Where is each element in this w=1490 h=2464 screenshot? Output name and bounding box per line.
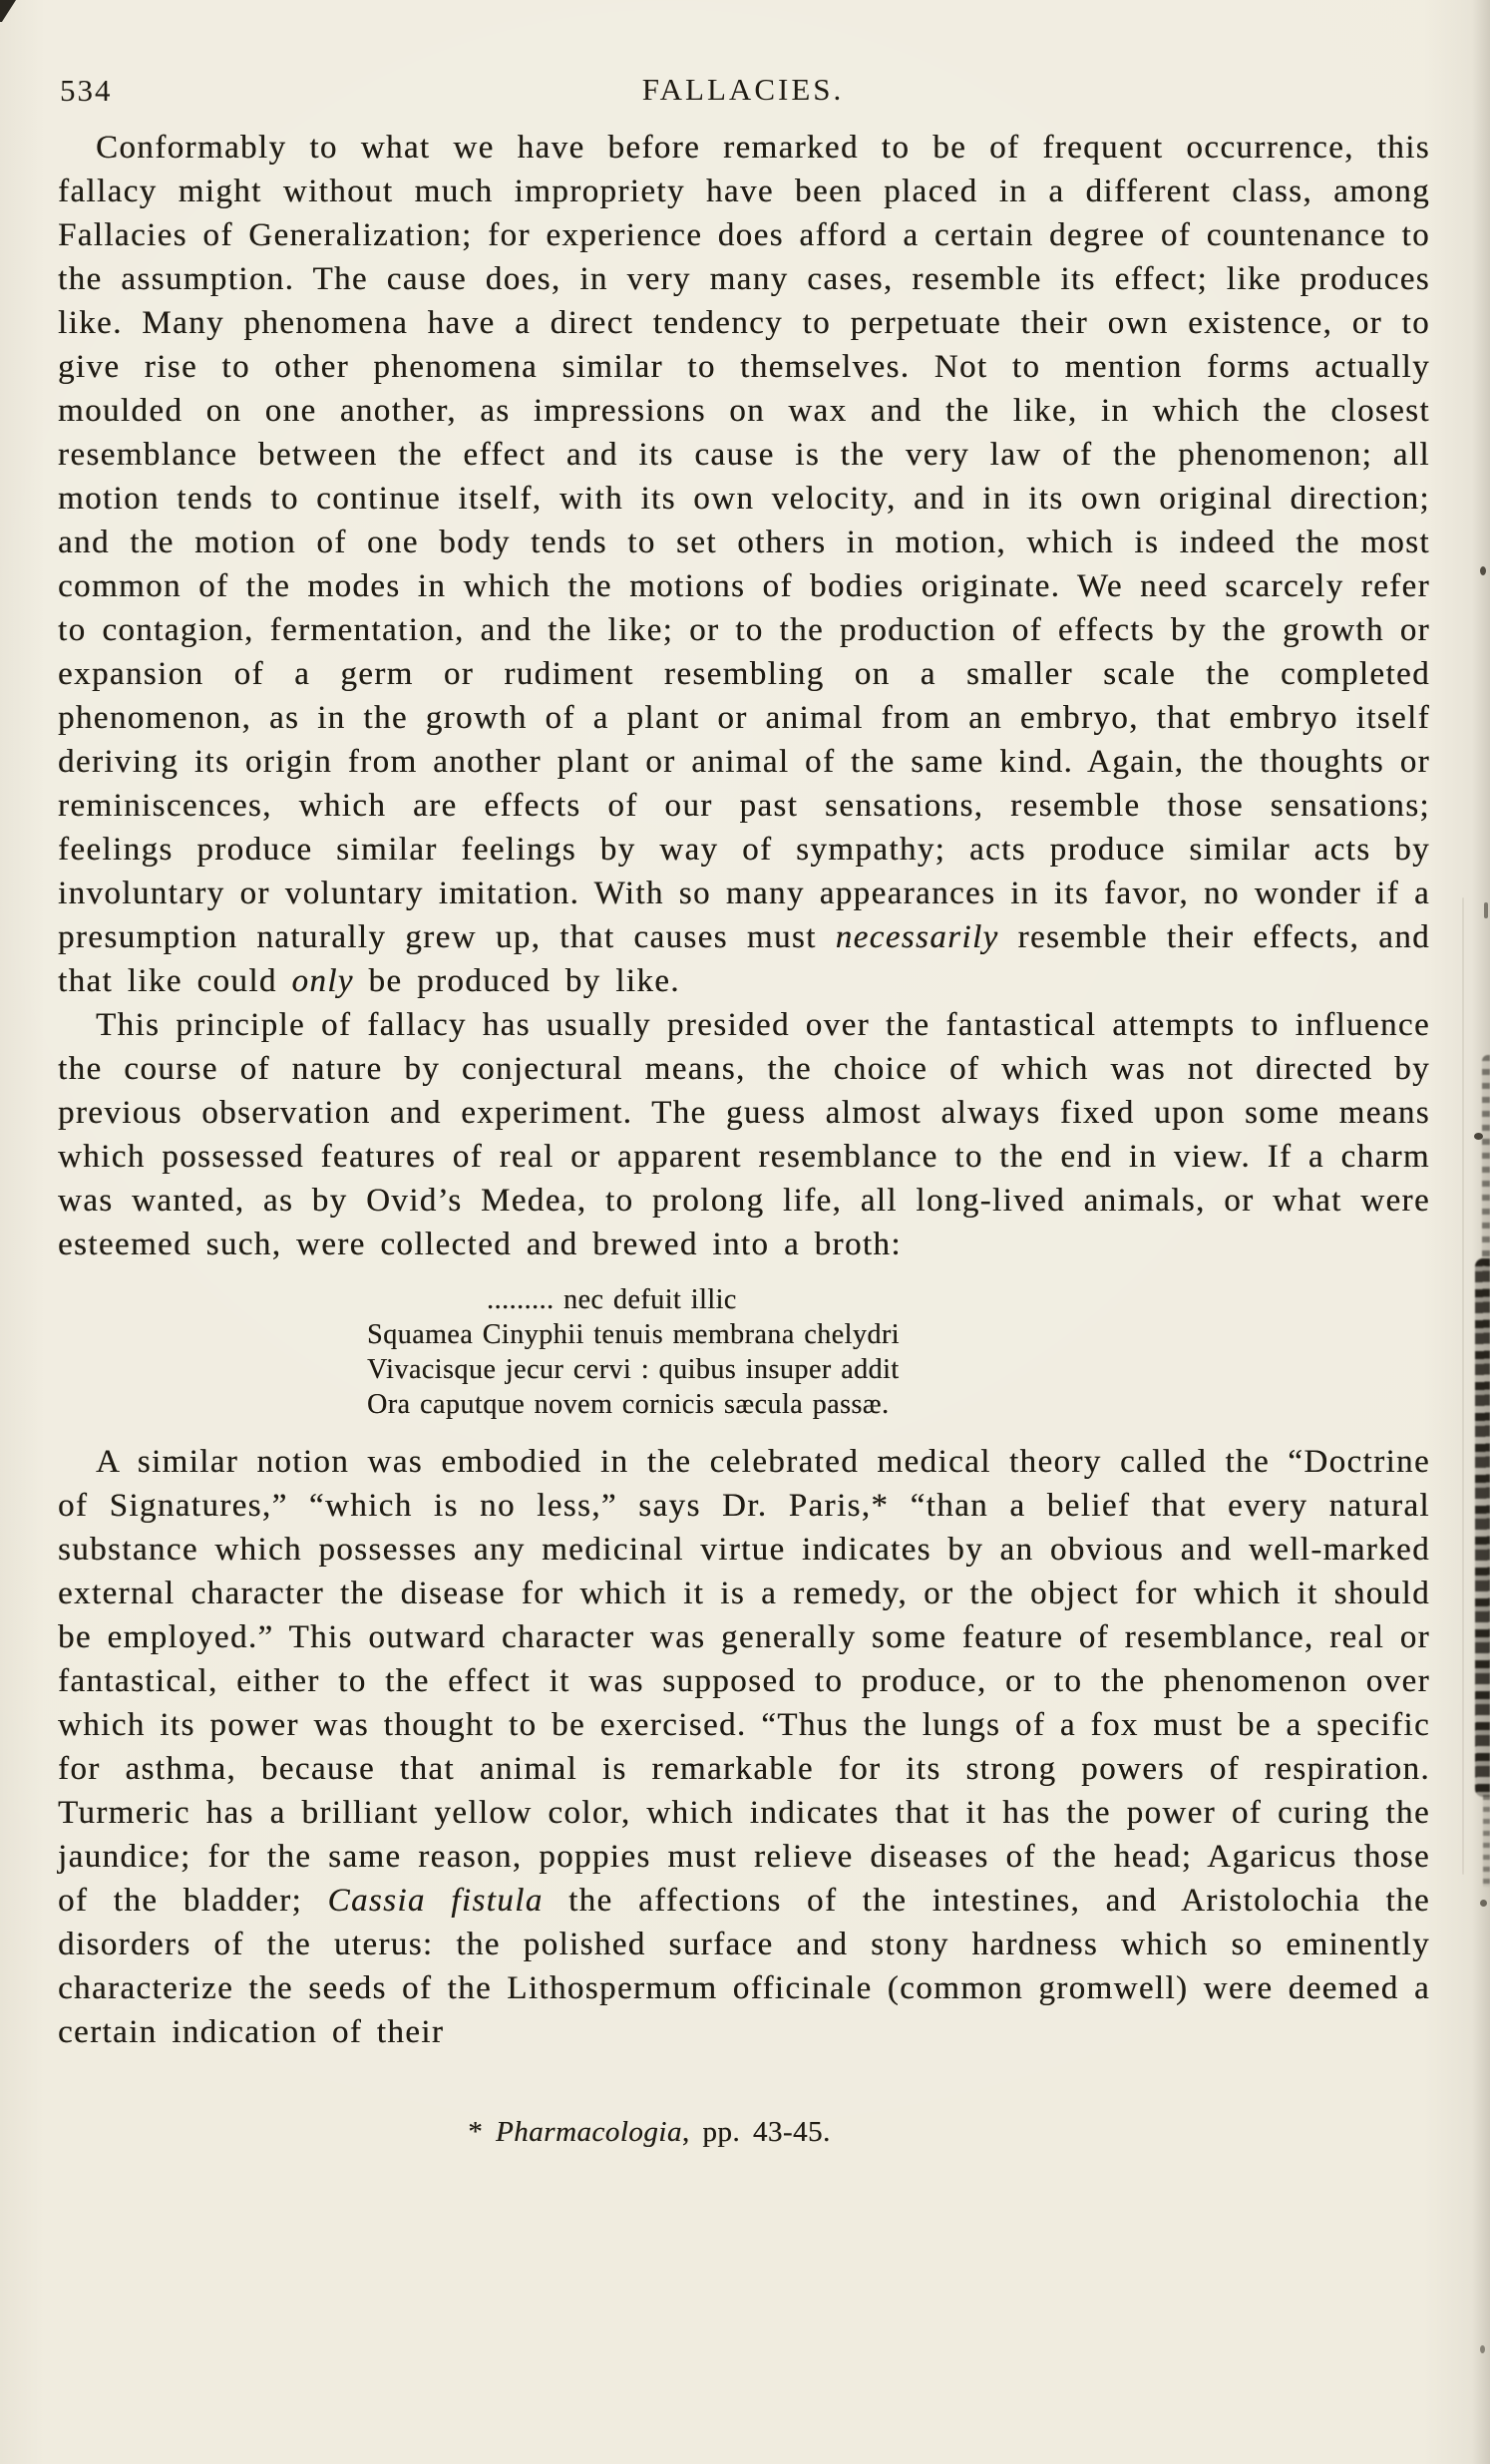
latin-verse [367, 1282, 1430, 1422]
italic-text-run: Cassia fistula [327, 1883, 544, 1919]
scan-artifact-speck [1474, 1133, 1483, 1140]
paragraph-1 [58, 126, 1430, 1003]
paragraph-2 [58, 1003, 1430, 1266]
text-run: Conformably to what we have before remarked to be of frequent occurrence, this fallacy might without much impropriety have been placed in a different class, among Fallacies of Generalization; for experience does afford a certain degree of countenance to the assumption. The cause does, in very many cases, resemble its effect; like produces like. Many phenomena have a direct tendency to perpetuate their own existence, or to give rise to other phenomena similar to themselves. Not to mention forms actually moulded on one another, as impressions on wax and the like, in which the closest resemblance between the effect and its cause is the very law of the phenomenon; all motion tends to continue itself, with its own velocity, and in its own original direction; and the motion of one body tends to set others in motion, which is indeed the most common of the modes in which the motions of bodies originate. We need scarcely refer to contagion, fermentation, and the like; or to the production of effects by the growth or expansion of a germ or rudiment resembling on a smaller scale the completed phenomenon, as in the growth of a plant or animal from an embryo, that embryo itself deriving its origin from another plant or animal of the same kind. Again, the thoughts or reminiscences, which are effects of our past sensations, resemble those sensations; feelings produce similar feelings by way of sympathy; acts produce similar acts by involuntary or voluntary imitation. With so many appearances in its favor, no wonder if a presumption naturally grew up, that causes must [58, 130, 1430, 955]
scan-artifact-speck [1480, 566, 1486, 575]
verse-line: Ora caputque novem cornicis sæcula passæ. [367, 1389, 890, 1420]
scan-artifact-crease [1462, 897, 1464, 1875]
italic-text-run: necessarily [835, 919, 999, 955]
scan-artifact-speck [1484, 902, 1488, 918]
scan-artifact-speck [1480, 2345, 1485, 2353]
verse-line: ......... nec defuit illic [487, 1284, 737, 1315]
scan-artifact-corner [0, 0, 16, 22]
text-run: resemble their effects, and that like could [58, 919, 1431, 999]
text-run: , pp. 43-45. [681, 2116, 831, 2148]
verse-line: Vivacisque jecur cervi : quibus insuper addit [367, 1354, 900, 1385]
text-block [58, 126, 1430, 2154]
scan-artifact-binding-streak-lower [1483, 1795, 1490, 1887]
italic-text-run: only [291, 963, 354, 999]
scan-artifact-binding-streak-upper [1482, 1055, 1490, 1266]
text-run: This principle of fallacy has usually presided over the fantastical attempts to influence the course of nature by conjectural means, the choice of which was not directed by previous observation and experiment. The guess almost always fixed upon some means which possessed features of real or apparent resemblance to the end in view. If a charm was wanted, as by Ovid’s Medea, to prolong life, all long-lived animals, or what were esteemed such, were collected and brewed into a broth: [58, 1007, 1430, 1262]
text-run: the affections of the intestines, and Aristolochia the disorders of the uterus: the polished surface and stony hardness which so eminently characterize the seeds of the Lithospermum officinale (common gromwell) were deemed a certain indication of their [58, 1883, 1430, 2050]
italic-text-run: Pharmacologia [495, 2116, 682, 2148]
page-number: 534 [60, 73, 113, 108]
text-run: A similar notion was embodied in the celebrated medical theory called the “Doctrine of Signatures,” “which is no less,” says Dr. Paris,* “than a belief that every natural substance which possesses any medicinal virtue indicates by an obvious and well-marked external character the disease for which it is a remedy, or the object for which it should be employed.” This outward character was generally some feature of resemblance, real or fantastical, either to the effect it was supposed to produce, or to the phenomenon over which its power was thought to be exercised. “Thus the lungs of a fox must be a specific for asthma, because that animal is remarkable for its strong powers of respiration. Turmeric has a brilliant yellow color, which indicates that it has the power of curing the jaundice; for the same reason, poppies must relieve diseases of the head; Agaricus those of the bladder; [58, 1444, 1430, 1919]
verse-line: Squamea Cinyphii tenuis membrana chelydri [367, 1319, 900, 1350]
paragraph-3 [58, 1440, 1430, 2054]
footnote [58, 2110, 1430, 2154]
text-run: be produced by like. [353, 963, 680, 999]
running-head: FALLACIES. [641, 72, 845, 107]
scan-artifact-speck [1480, 1900, 1487, 1907]
scan-artifact-binding-streak [1475, 1258, 1490, 1797]
page-header [58, 72, 1428, 114]
text-run: * [468, 2116, 496, 2148]
